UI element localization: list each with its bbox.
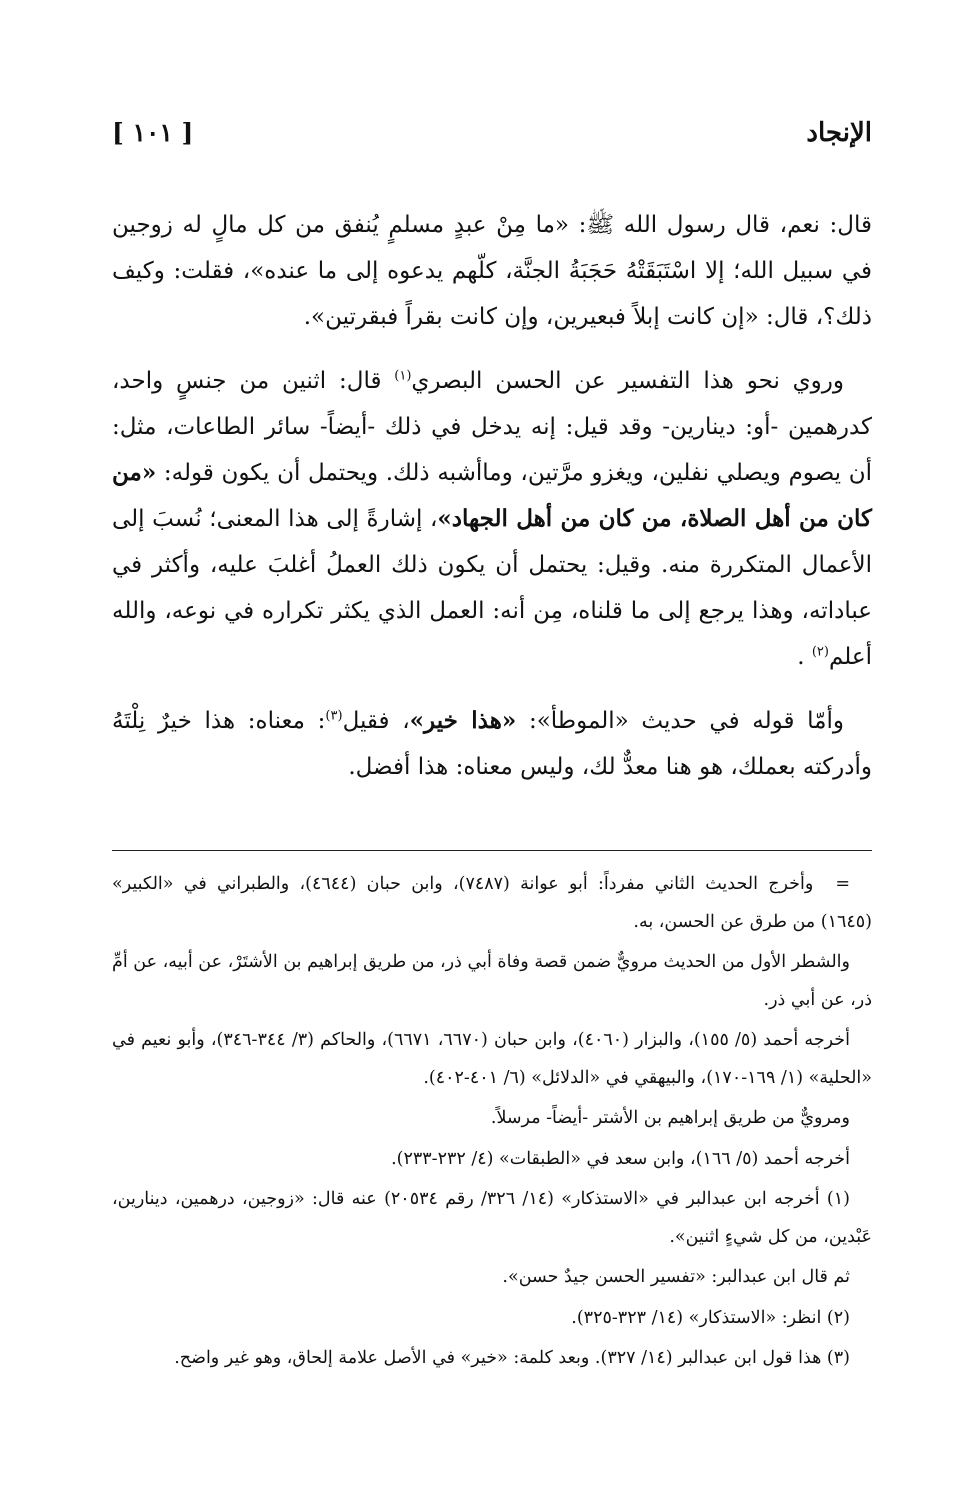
paragraph-3-text-b: ، فقيل xyxy=(342,708,410,734)
paragraph-2-text-c: ، إشارةً إلى هذا المعنى؛ نُسبَ إلى الأعمال المتكررة منه. وقيل: يحتمل أن يكون ذلك العملُ أغلبَ عليه، وأكثر في عباداته، وهذا يرجع إلى ما قلناه، مِن أنه: العمل الذي يكثر تكراره في نوعه، والله أعلم xyxy=(112,506,872,670)
footnotes xyxy=(112,866,872,1381)
paragraph-3-text-a: وأمّا قوله في حديث «الموطأ»: xyxy=(516,708,844,734)
footnote-paragraph: والشطر الأول من الحديث مرويٌّ ضمن قصة وفاة أبي ذر، من طريق إبراهيم بن الأشتَرْ، عن أبيه، عن أمِّ ذر، عن أبي ذر. xyxy=(112,952,872,1010)
footnote-ref-2: (٢) xyxy=(811,644,829,660)
paragraph-2 xyxy=(112,358,872,680)
footnote-3: (٣) هذا قول ابن عبدالبر (١٤/ ٣٢٧). وبعد كلمة: «خير» في الأصل علامة إلحاق، وهو غير واضح. xyxy=(174,1348,850,1368)
paragraph-1-text: قال: نعم، قال رسول الله ﷺ: «ما مِنْ عبدٍ مسلمٍ يُنفق من كل مالٍ له زوجين في سبيل الله؛ إلا اسْتَبَقَتْهُ حَجَبَةُ الجنَّة، كلّهم يدعوه إلى ما عنده»، فقلت: وكيف ذلك؟، قال: «إن كانت إبلاً فبعيرين، وإن كانت بقراً فبقرتين». xyxy=(112,212,872,330)
paragraph-3 xyxy=(112,698,872,790)
paragraph-2-text-b: قال: اثنين من جنسٍ واحد، كدرهمين -أو: دينارين- وقد قيل: إنه يدخل في ذلك -أيضاً- سائر الطاعات، مثل: أن يصوم ويصلي نفلين، ويغزو مرَّتين، وماأشبه ذلك. ويحتمل أن يكون قوله: xyxy=(112,368,872,486)
paragraph-1 xyxy=(112,202,872,340)
footnote-ref-3: (٣) xyxy=(325,708,343,724)
paragraph-3-text-c: : معناه: هذا خيرٌ نِلْتَهُ وأدركته بعملك، هو هنا معدٌّ لك، وليس معناه: هذا أفضل. xyxy=(112,708,872,780)
footnote-ref-1: (١) xyxy=(394,368,412,384)
running-header xyxy=(112,118,872,160)
paragraph-2-bold-quote: «من كان من أهل الصلاة، من كان من أهل الجهاد» xyxy=(112,459,872,532)
footnote-1-continued: ثم قال ابن عبدالبر: «تفسير الحسن جيدٌ حسن». xyxy=(502,1267,850,1287)
page-number: [ ١٠١ ] xyxy=(112,118,194,147)
footnote-separator xyxy=(112,850,872,851)
footnote-2: (٢) انظر: «الاستذكار» (١٤/ ٣٢٣-٣٢٥). xyxy=(571,1307,850,1328)
running-title: الإنجاد xyxy=(806,118,872,148)
paragraph-3-bold-quote: «هذا خير» xyxy=(409,707,517,734)
footnote-paragraph: أخرجه أحمد (٥/ ١٦٦)، وابن سعد في «الطبقات» (٤/ ٢٣٢-٢٣٣). xyxy=(391,1148,850,1169)
main-text xyxy=(112,202,872,808)
continuation-marker: = xyxy=(835,874,850,894)
footnote-paragraph: أخرجه أحمد (٥/ ١٥٥)، والبزار (٤٠٦٠)، وابن حبان (٦٦٧٠، ٦٦٧١)، والحاكم (٣/ ٣٤٤-٣٤٦)، وأبو نعيم في «الحلية» (١/ ١٦٩-١٧٠)، والبيهقي في «الدلائل» (٦/ ٤٠١-٤٠٢). xyxy=(112,1030,872,1088)
paragraph-2-text-a: وروي نحو هذا التفسير عن الحسن البصري xyxy=(411,368,845,394)
footnote-1: (١) أخرجه ابن عبدالبر في «الاستذكار» (١٤/ ٣٢٦/ رقم ٢٠٥٣٤) عنه قال: «زوجين، درهمين، دينارين، عَبْدين، من كل شيءٍ اثنين». xyxy=(112,1189,872,1247)
footnote-continuation-text: وأخرج الحديث الثاني مفرداً: أبو عوانة (٧٤٨٧)، وابن حبان (٤٦٤٤)، والطبراني في «الكبير» (١٦٤٥) من طرق عن الحسن، به. xyxy=(112,874,872,932)
paragraph-2-end: . xyxy=(797,644,812,670)
footnote-continuation xyxy=(112,866,872,941)
footnote-paragraph: ومرويٌّ من طريق إبراهيم بن الأشتر -أيضاً- مرسلاً. xyxy=(490,1108,850,1128)
